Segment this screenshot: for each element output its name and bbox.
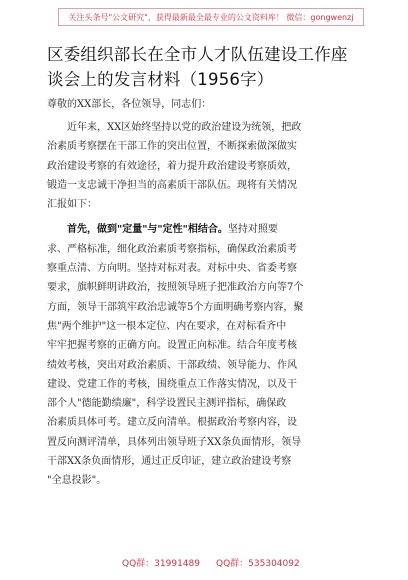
title-line-1: 区委组织部长在全市人才队伍建设工作座 <box>47 45 348 64</box>
text-line: 牢牢把握考察的正确方向。设置正向标准。结合年度考核 <box>47 340 297 352</box>
header-banner: 关注头条号"公文研究"，获得最新最全最专业的公文资料库！ 微信：gongwenzj <box>58 8 364 26</box>
text-line: 治素质考察摆在干部工作的突出位置，不断探索做深做实 <box>47 141 297 153</box>
text-line: 绩效考核，突出对政治素质、干部政绩、领导能力、作风 <box>47 359 297 371</box>
text-line: 置反向测评清单，具体列出领导班子XX条负面情形，领导 <box>47 436 302 448</box>
footer <box>0 556 408 570</box>
footer-qq-group-2: QQ群：535304092 <box>216 559 300 569</box>
text-line: 政治建设考察的有效途径，着力提升政治建设考察质效， <box>47 160 297 172</box>
document-body <box>47 118 367 491</box>
title-line-2: 谈会上的发言材料（1956字） <box>47 70 274 89</box>
text-line: 要求，旗帜鲜明讲政治，按照领导班子把准政治方向等7个 <box>47 282 304 294</box>
salutation: 尊敬的XX部长，各位领导，同志们： <box>47 99 212 110</box>
text-line: 汇报如下： <box>47 199 97 211</box>
text-line: 方面，领导干部筑牢政治忠诚等5个方面明确考察内容，聚 <box>47 301 304 313</box>
text-line: "全息投影"。 <box>47 475 107 487</box>
text-line: 建设、党建工作的考核，围绕重点工作落实情况，以及干 <box>47 378 297 390</box>
section-heading: 首先，做到"定量"与"定性"相结合。 <box>67 224 228 236</box>
text-line <box>47 220 367 239</box>
text-line: 治素质具体可考。建立反向清单。根据政治考察内容，设 <box>47 417 297 429</box>
text-line: 察重点清、方向明。坚持对标对表。对标中央、省委考察 <box>47 263 297 275</box>
text-line: 近年来，XX区始终坚持以党的政治建设为统领，把政 <box>67 122 302 133</box>
footer-qq-group-1: QQ群：31991489 <box>122 559 200 569</box>
text-line: 求、严格标准，细化政治素质考察指标，确保政治素质考 <box>47 243 297 255</box>
heading-continuation: 坚持对照要 <box>227 224 278 236</box>
paragraph-intro <box>47 118 367 214</box>
text-line: 焦"两个维护"这一根本定位、内在要求，在对标看齐中 <box>47 320 287 332</box>
paragraph-section-1 <box>47 220 367 490</box>
text-line: 部个人"德能勤绩廉"，科学设置民主测评指标，确保政 <box>47 398 287 410</box>
document-title <box>47 42 367 92</box>
text-line: 干部XX条负面情形，通过正反印证，建立政治建设考察 <box>47 456 292 468</box>
text-line: 锻造一支忠诚干净担当的高素质干部队伍。现将有关情况 <box>47 179 297 191</box>
